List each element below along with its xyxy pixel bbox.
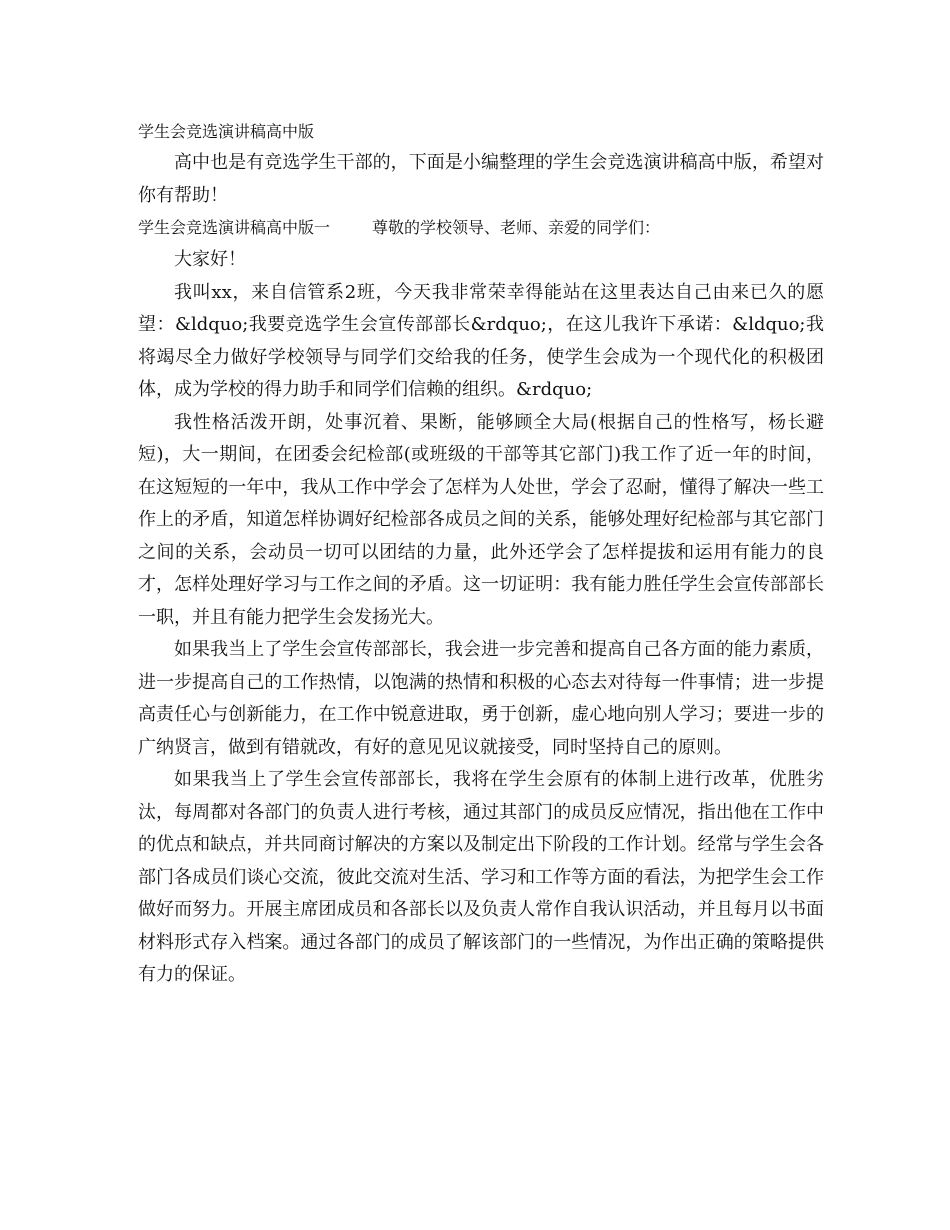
document-body [138, 117, 824, 992]
salutation: 尊敬的学校领导、老师、亲爱的同学们： [372, 218, 661, 237]
body-paragraph-4: 如果我当上了学生会宣传部部长，我将在学生会原有的体制上进行改革，优胜劣汰，每周都对各部门的负责人进行考核，通过其部门的成员反应情况，指出他在工作中的优点和缺点，并共同商讨解决的方案以及制定出下阶段的工作计划。经常与学生会各部门各成员们谈心交流，彼此交流对生活、学习和工作等方面的看法，为把学生会工作做好而努力。开展主席团成员和各部长以及负责人常作自我认识活动，并且每月以书面材料形式存入档案。通过各部门的成员了解该部门的一些情况，为作出正确的策略提供有力的保证。 [138, 769, 824, 985]
greeting: 大家好！ [174, 249, 246, 270]
section-heading-line [138, 212, 824, 244]
body-paragraph-2: 我性格活泼开朗，处事沉着、果断，能够顾全大局(根据自己的性格写，杨长避短)，大一期间，在团委会纪检部(或班级的干部等其它部门)我工作了近一年的时间，在这短短的一年中，我从工作中学会了怎样为人处世，学会了忍耐，懂得了解决一些工作上的矛盾，知道怎样协调好纪检部各成员之间的关系，能够处理好纪检部与其它部门之间的关系，会动员一切可以团结的力量，此外还学会了怎样提拔和运用有能力的良才，怎样处理好学习与工作之间的矛盾。这一切证明：我有能力胜任学生会宣传部部长一职，并且有能力把学生会发扬光大。 [138, 411, 824, 628]
body-paragraph-3: 如果我当上了学生会宣传部部长，我会进一步完善和提高自己各方面的能力素质，进一步提高自己的工作热情，以饱满的热情和积极的心态去对待每一件事情；进一步提高责任心与创新能力，在工作中锐意进取，勇于创新，虚心地向别人学习；要进一步的广纳贤言，做到有错就改，有好的意见见议就接受，同时坚持自己的原则。 [138, 639, 824, 758]
body-paragraph-1: 我叫xx，来自信管系2班，今天我非常荣幸得能站在这里表达自己由来已久的愿望：&ldquo;我要竞选学生会宣传部部长&rdquo;，在这儿我许下承诺：&ldquo;我将竭尽全力做好学校领导与同学们交给我的任务，使学生会成为一个现代化的积极团体，成为学校的得力助手和同学们信赖的组织。&rdquo; [138, 281, 824, 400]
intro-paragraph: 高中也是有竞选学生干部的，下面是小编整理的学生会竞选演讲稿高中版，希望对你有帮助！ [138, 152, 824, 206]
document-title: 学生会竞选演讲稿高中版 [138, 122, 315, 141]
section-heading: 学生会竞选演讲稿高中版一 [138, 218, 331, 237]
